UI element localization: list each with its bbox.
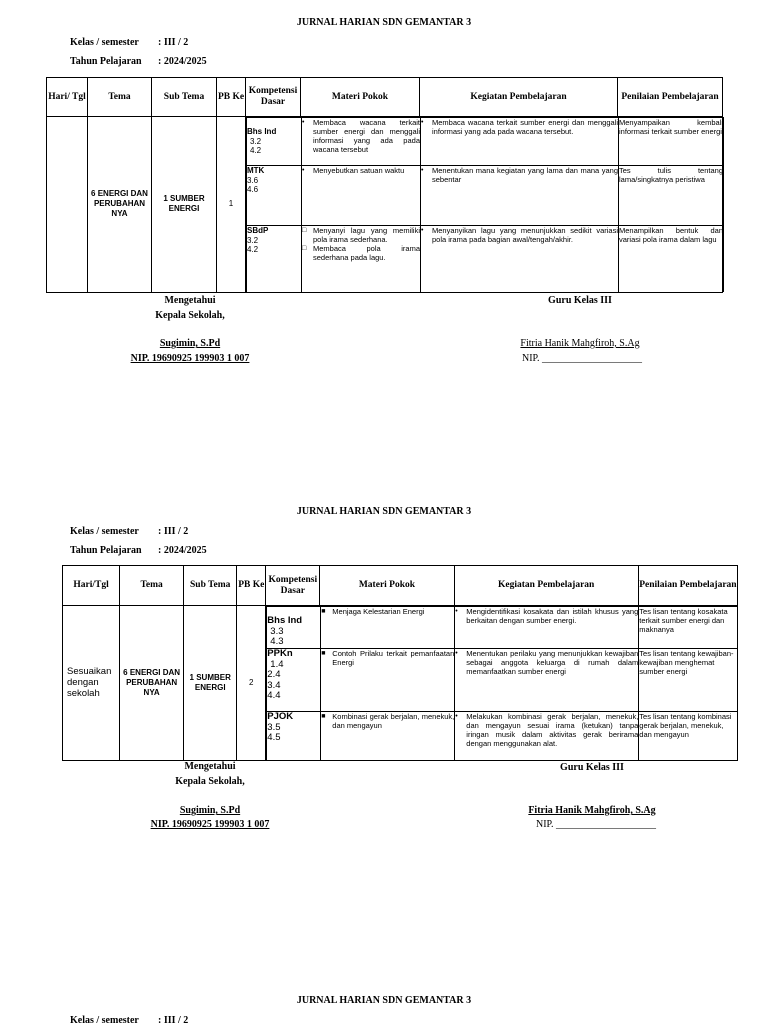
kd-code: 3.2 [247, 235, 259, 245]
page1-kelas [70, 37, 188, 48]
materi-text: Membaca pola irama sederhana pada lagu. [313, 244, 420, 262]
kd-subject: MTK [247, 166, 265, 175]
kd-code: 3.2 [250, 136, 262, 146]
kd-code: 1.4 [270, 658, 284, 670]
subrow-table [246, 117, 724, 292]
kd-code: 2.4 [267, 669, 281, 680]
kd-subject: Bhs Ind [267, 615, 303, 626]
kd-subject: PPKn [267, 648, 293, 659]
materi-text: Kombinasi gerak berjalan, menekuk, dan mengayun [332, 712, 455, 730]
materi-text: Menyebutkan satuan waktu [313, 166, 405, 175]
bullet-icon: • [421, 119, 424, 126]
subrow-3 [267, 712, 738, 760]
kd-cell [267, 712, 321, 760]
subrow-3 [247, 226, 724, 292]
kegiatan-cell [455, 712, 639, 760]
page1-title: JURNAL HARIAN SDN GEMANTAR 3 [296, 17, 472, 28]
bullet-icon: • [421, 167, 424, 174]
header-row [63, 566, 738, 606]
col-hari: Hari/Tgl [63, 566, 120, 606]
kelas-label: Kelas / semester [70, 1015, 139, 1026]
kepsek-nip: NIP. 19690925 199903 1 007 [150, 819, 270, 830]
penilaian-cell: Tes tulis tentang lama/singkatnya peristiwa [619, 166, 724, 226]
kd-code: 4.3 [270, 636, 284, 647]
sub-rows [246, 117, 723, 293]
content-row [47, 117, 723, 293]
col-kegiatan: Kegiatan Pembelajaran [454, 566, 638, 606]
square-bullet-icon: ■ [321, 650, 326, 657]
col-kd: Kompetensi Dasar [266, 566, 320, 606]
subtema-cell: 1 SUMBER ENERGI [184, 606, 237, 761]
kegiatan-text: Membaca wacana terkait sumber energi dan menggali informasi yang ada pada wacana tersebut. [432, 118, 618, 136]
tahun-value: : 2024/2025 [158, 56, 207, 67]
kegiatan-text: Melakukan kombinasi gerak berjalan, menekuk, dan mengayun sesuai irama (ketukan) tanpa iringan musik dalam aktivitas gerak berirama dengan menggunakan alat. [466, 712, 639, 748]
col-hari: Hari/ Tgl [47, 78, 88, 117]
tahun-label: Tahun Pelajaran [70, 56, 142, 67]
journal-table-1 [46, 77, 723, 293]
guru-label: Guru Kelas III [560, 762, 624, 773]
penilaian-cell: Tes lisan tentang kewajiban-kewajiban menghemat sumber energi [639, 649, 738, 712]
col-tema: Tema [120, 566, 184, 606]
penilaian-cell: Menyampaikan kembali informasi terkait sumber energi [619, 118, 724, 166]
pb-cell: 2 [237, 606, 266, 761]
col-tema: Tema [88, 78, 152, 117]
guru-nip: NIP. ____________________ [522, 353, 643, 364]
materi-text: Contoh Prilaku terkait pemanfaatan Energi [332, 649, 455, 667]
bullet-icon: • [302, 167, 305, 174]
kegiatan-cell [455, 649, 639, 712]
hari-cell: Sesuaikan dengan sekolah [63, 606, 120, 761]
col-pb: PB Ke [217, 78, 246, 117]
hari-cell [47, 117, 88, 293]
pb-cell: 1 [217, 117, 246, 293]
kepsek-name: Sugimin, S.Pd [159, 338, 221, 349]
kelas-value: : III / 2 [158, 1015, 189, 1026]
sub-rows [266, 606, 738, 761]
kegiatan-text: Menentukan perilaku yang menunjukkan kewajiban sebagai anggota keluarga di rumah dalam memanfaatkan sumber energi [466, 649, 639, 676]
page2-tahun [70, 545, 207, 556]
kd-code: 4.2 [247, 245, 259, 254]
penilaian-cell: Menampilkan bentuk dan variasi pola irama dalam lagu [619, 226, 724, 292]
guru-name: Fitria Hanik Mahgfiroh, S.Ag [520, 338, 640, 349]
kd-subject: Bhs Ind [247, 127, 277, 136]
page3-title: JURNAL HARIAN SDN GEMANTAR 3 [296, 995, 472, 1006]
kd-cell [247, 166, 302, 226]
tema-cell: 6 ENERGI DAN PERUBAHAN NYA [120, 606, 184, 761]
materi-cell [302, 118, 421, 166]
kd-code: 3.6 [247, 175, 259, 185]
kd-subject: SBdP [247, 226, 269, 235]
kd-code: 3.5 [267, 721, 281, 733]
kelas-label: Kelas / semester [70, 526, 139, 537]
materi-text: Membaca wacana terkait sumber energi dan menggali informasi yang ada pada wacana tersebut [313, 118, 420, 154]
materi-cell [302, 166, 421, 226]
kd-code: 4.2 [250, 146, 262, 155]
col-subtema: Sub Tema [184, 566, 237, 606]
content-row [63, 606, 738, 761]
mengetahui-label: Mengetahui [184, 761, 236, 772]
kd-cell [267, 607, 321, 649]
subrow-table [266, 606, 738, 760]
mengetahui-label: Mengetahui [164, 295, 216, 306]
kd-code: 4.5 [267, 732, 281, 743]
checkbox-bullet-icon: □ [302, 227, 307, 234]
kd-code: 3.3 [270, 625, 284, 637]
kegiatan-cell [421, 118, 619, 166]
kegiatan-cell [455, 607, 639, 649]
tahun-label: Tahun Pelajaran [70, 545, 142, 556]
header-row [47, 78, 723, 117]
kepsek-nip: NIP. 19690925 199903 1 007 [130, 353, 250, 364]
tema-cell: 6 ENERGI DAN PERUBAHAN NYA [88, 117, 152, 293]
materi-text: Menjaga Kelestarian Energi [332, 607, 425, 616]
kegiatan-cell [421, 226, 619, 292]
kd-cell [267, 649, 321, 712]
kd-code: 4.6 [247, 185, 259, 194]
subrow-1 [267, 607, 738, 649]
materi-cell [321, 712, 455, 760]
subrow-1 [247, 118, 724, 166]
page2-title: JURNAL HARIAN SDN GEMANTAR 3 [296, 506, 472, 517]
page2-kelas [70, 526, 188, 537]
col-materi: Materi Pokok [301, 78, 420, 117]
page3-kelas [70, 1015, 188, 1026]
col-materi: Materi Pokok [320, 566, 454, 606]
kegiatan-cell [421, 166, 619, 226]
kd-subject: PJOK [267, 711, 294, 722]
page1-tahun [70, 56, 207, 67]
col-penilaian: Penilaian Pembelajaran [618, 78, 723, 117]
subrow-2 [267, 649, 738, 712]
journal-table-2 [62, 565, 738, 761]
kd-cell [247, 118, 302, 166]
kelas-value: : III / 2 [158, 37, 189, 48]
subrow-2 [247, 166, 724, 226]
kegiatan-text: Menentukan mana kegiatan yang lama dan mana yang sebentar [432, 166, 618, 184]
materi-text: Menyanyi lagu yang memiliki pola irama sederhana. [313, 226, 420, 244]
col-kegiatan: Kegiatan Pembelajaran [420, 78, 618, 117]
bullet-icon: • [455, 608, 458, 615]
kegiatan-text: Menyanyikan lagu yang menunjukkan sedikit variasi pola irama pada bagian awal/tengah/akhir. [432, 226, 618, 244]
guru-label: Guru Kelas III [548, 295, 612, 306]
col-kd: Kompetensi Dasar [246, 78, 301, 117]
col-penilaian: Penilaian Pembelajaran [638, 566, 737, 606]
col-pb: PB Ke [237, 566, 266, 606]
kepsek-name: Sugimin, S.Pd [179, 805, 241, 816]
bullet-icon: • [455, 650, 458, 657]
tahun-value: : 2024/2025 [158, 545, 207, 556]
kepala-label: Kepala Sekolah, [175, 776, 245, 787]
materi-cell [321, 607, 455, 649]
kd-code: 4.4 [267, 690, 281, 701]
materi-cell [302, 226, 421, 292]
square-bullet-icon: ■ [321, 713, 326, 720]
kd-code: 3.4 [267, 679, 281, 691]
kelas-label: Kelas / semester [70, 37, 139, 48]
guru-name: Fitria Hanik Mahgfiroh, S.Ag [528, 805, 656, 816]
col-subtema: Sub Tema [152, 78, 217, 117]
kegiatan-text: Mengidentifikasi kosakata dan istilah khusus yang berkaitan dengan sumber energi. [466, 607, 639, 625]
kepala-label: Kepala Sekolah, [155, 310, 225, 321]
guru-nip: NIP. ____________________ [536, 819, 657, 830]
square-bullet-icon: ■ [321, 608, 326, 615]
kelas-value: : III / 2 [158, 526, 189, 537]
bullet-icon: • [302, 119, 305, 126]
penilaian-cell: Tes lisan tentang kosakata terkait sumber energi dan maknanya [639, 607, 738, 649]
checkbox-bullet-icon: □ [302, 245, 307, 252]
kd-cell [247, 226, 302, 292]
materi-cell [321, 649, 455, 712]
penilaian-cell: Tes lisan tentang kombinasi gerak berjalan, menekuk, dan mengayun [639, 712, 738, 760]
bullet-icon: • [455, 713, 458, 720]
bullet-icon: • [421, 227, 424, 234]
subtema-cell: 1 SUMBER ENERGI [152, 117, 217, 293]
